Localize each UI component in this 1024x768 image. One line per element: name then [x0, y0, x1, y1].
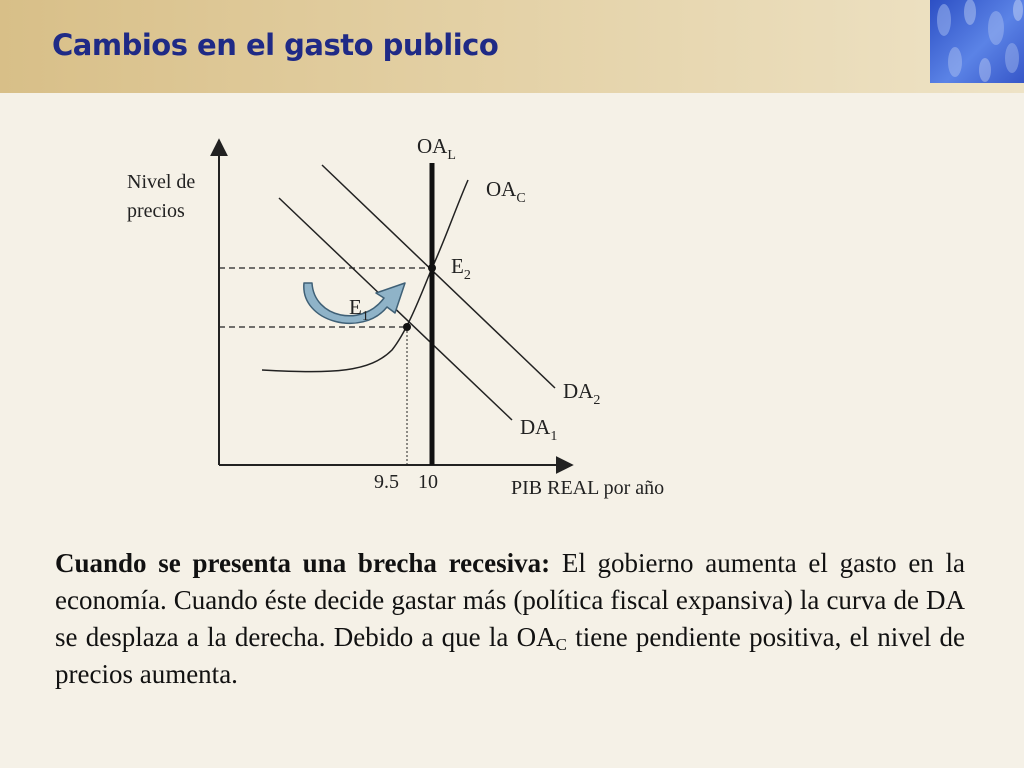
x-axis-label: PIB REAL por año: [511, 477, 665, 499]
slide-title: Cambios en el gasto publico: [52, 28, 499, 62]
da2-label: $DA_2$: [563, 379, 601, 408]
e1-label: $E_1$: [349, 295, 369, 324]
oal-label: $OA_L$: [417, 134, 456, 163]
explanation-paragraph: [55, 545, 965, 693]
e1-point: [403, 323, 411, 331]
paragraph-bold-lead: Cuando se presenta una brecha recesiva:: [55, 548, 551, 578]
tick-label-9-5: 9.5: [374, 471, 399, 493]
y-axis-label-line2: precios: [127, 200, 185, 222]
e2-point: [428, 264, 436, 272]
y-axis-label-line1: Nivel de: [127, 171, 196, 193]
tick-label-10: 10: [418, 471, 438, 493]
da1-label: $DA_1$: [520, 415, 558, 444]
paragraph-subscript: C: [555, 635, 567, 654]
paragraph-text-2: tiene pendiente positiva, el nivel de precios aumenta.: [55, 622, 965, 689]
paragraph-text-1: El gobierno aumenta el gasto en la economía. Cuando éste decide gastar más (política fiscal expansiva) la curva de DA se desplaza a la derecha. Debido a que la OA: [55, 548, 966, 652]
e2-label: $E_2$: [451, 254, 471, 283]
oac-label: $OA_C$: [486, 177, 526, 206]
